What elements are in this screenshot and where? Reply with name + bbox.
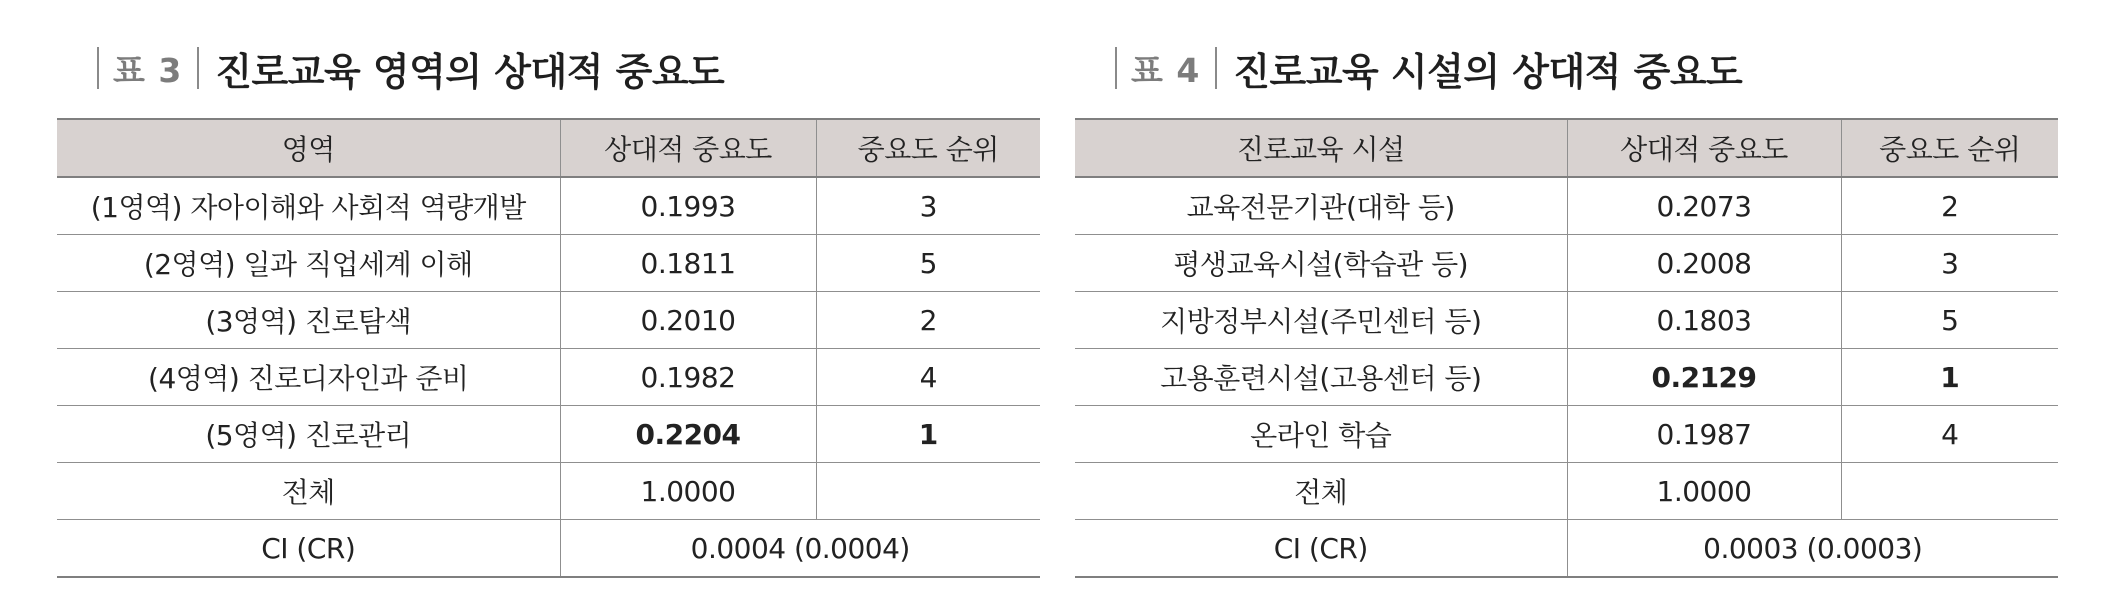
column-header: 상대적 중요도 bbox=[560, 119, 816, 177]
caption-divider bbox=[1215, 47, 1217, 89]
total-label: 전체 bbox=[1075, 463, 1567, 520]
header-row bbox=[57, 119, 1040, 177]
row-value: 0.1803 bbox=[1567, 292, 1841, 349]
row-name: 고용훈련시설(고용센터 등) bbox=[1075, 349, 1567, 406]
row-rank: 5 bbox=[816, 235, 1040, 292]
table-row bbox=[57, 349, 1040, 406]
total-row bbox=[57, 463, 1040, 520]
row-rank: 5 bbox=[1841, 292, 2058, 349]
table-title: 진로교육 시설의 상대적 중요도 bbox=[1233, 49, 1743, 94]
total-rank bbox=[1841, 463, 2058, 520]
row-rank: 2 bbox=[1841, 177, 2058, 235]
table-title: 진로교육 영역의 상대적 중요도 bbox=[215, 49, 725, 94]
importance-table-4 bbox=[1075, 118, 2058, 578]
total-value: 1.0000 bbox=[1567, 463, 1841, 520]
table-row bbox=[57, 406, 1040, 463]
ci-value: 0.0003 (0.0003) bbox=[1567, 520, 2058, 578]
table-row bbox=[1075, 292, 2058, 349]
row-value: 0.1987 bbox=[1567, 406, 1841, 463]
caption-divider bbox=[97, 47, 99, 89]
row-name: (4영역) 진로디자인과 준비 bbox=[57, 349, 560, 406]
column-header: 중요도 순위 bbox=[816, 119, 1040, 177]
ci-row bbox=[57, 520, 1040, 578]
row-rank: 4 bbox=[816, 349, 1040, 406]
total-label: 전체 bbox=[57, 463, 560, 520]
row-value: 0.2010 bbox=[560, 292, 816, 349]
table-row bbox=[1075, 235, 2058, 292]
row-rank: 4 bbox=[1841, 406, 2058, 463]
column-header: 영역 bbox=[57, 119, 560, 177]
row-value: 0.2204 bbox=[560, 406, 816, 463]
row-name: 온라인 학습 bbox=[1075, 406, 1567, 463]
row-rank: 3 bbox=[1841, 235, 2058, 292]
table-row bbox=[57, 177, 1040, 235]
row-rank: 3 bbox=[816, 177, 1040, 235]
row-value: 0.2129 bbox=[1567, 349, 1841, 406]
row-name: (5영역) 진로관리 bbox=[57, 406, 560, 463]
table-4-panel bbox=[1075, 40, 2058, 578]
table-row bbox=[57, 235, 1040, 292]
total-row bbox=[1075, 463, 2058, 520]
row-name: 지방정부시설(주민센터 등) bbox=[1075, 292, 1567, 349]
column-header: 진로교육 시설 bbox=[1075, 119, 1567, 177]
row-name: (3영역) 진로탐색 bbox=[57, 292, 560, 349]
total-rank bbox=[816, 463, 1040, 520]
table-number-label: 표 3 bbox=[113, 50, 183, 90]
row-name: 평생교육시설(학습관 등) bbox=[1075, 235, 1567, 292]
row-value: 0.1993 bbox=[560, 177, 816, 235]
caption-divider bbox=[197, 47, 199, 89]
header-row bbox=[1075, 119, 2058, 177]
row-rank: 1 bbox=[1841, 349, 2058, 406]
table-3-panel bbox=[57, 40, 1040, 578]
ci-row bbox=[1075, 520, 2058, 578]
importance-table-3 bbox=[57, 118, 1040, 578]
table-row bbox=[1075, 406, 2058, 463]
table-row bbox=[1075, 177, 2058, 235]
row-value: 0.1811 bbox=[560, 235, 816, 292]
column-header: 중요도 순위 bbox=[1841, 119, 2058, 177]
ci-label: CI (CR) bbox=[57, 520, 560, 578]
table-caption bbox=[1115, 40, 2058, 96]
row-value: 0.2073 bbox=[1567, 177, 1841, 235]
table-row bbox=[1075, 349, 2058, 406]
row-value: 0.2008 bbox=[1567, 235, 1841, 292]
total-value: 1.0000 bbox=[560, 463, 816, 520]
row-rank: 1 bbox=[816, 406, 1040, 463]
table-number-label: 표 4 bbox=[1131, 50, 1201, 90]
column-header: 상대적 중요도 bbox=[1567, 119, 1841, 177]
row-rank: 2 bbox=[816, 292, 1040, 349]
caption-divider bbox=[1115, 47, 1117, 89]
ci-label: CI (CR) bbox=[1075, 520, 1567, 578]
row-name: 교육전문기관(대학 등) bbox=[1075, 177, 1567, 235]
table-caption bbox=[97, 40, 1040, 96]
ci-value: 0.0004 (0.0004) bbox=[560, 520, 1040, 578]
table-row bbox=[57, 292, 1040, 349]
row-value: 0.1982 bbox=[560, 349, 816, 406]
row-name: (1영역) 자아이해와 사회적 역량개발 bbox=[57, 177, 560, 235]
row-name: (2영역) 일과 직업세계 이해 bbox=[57, 235, 560, 292]
